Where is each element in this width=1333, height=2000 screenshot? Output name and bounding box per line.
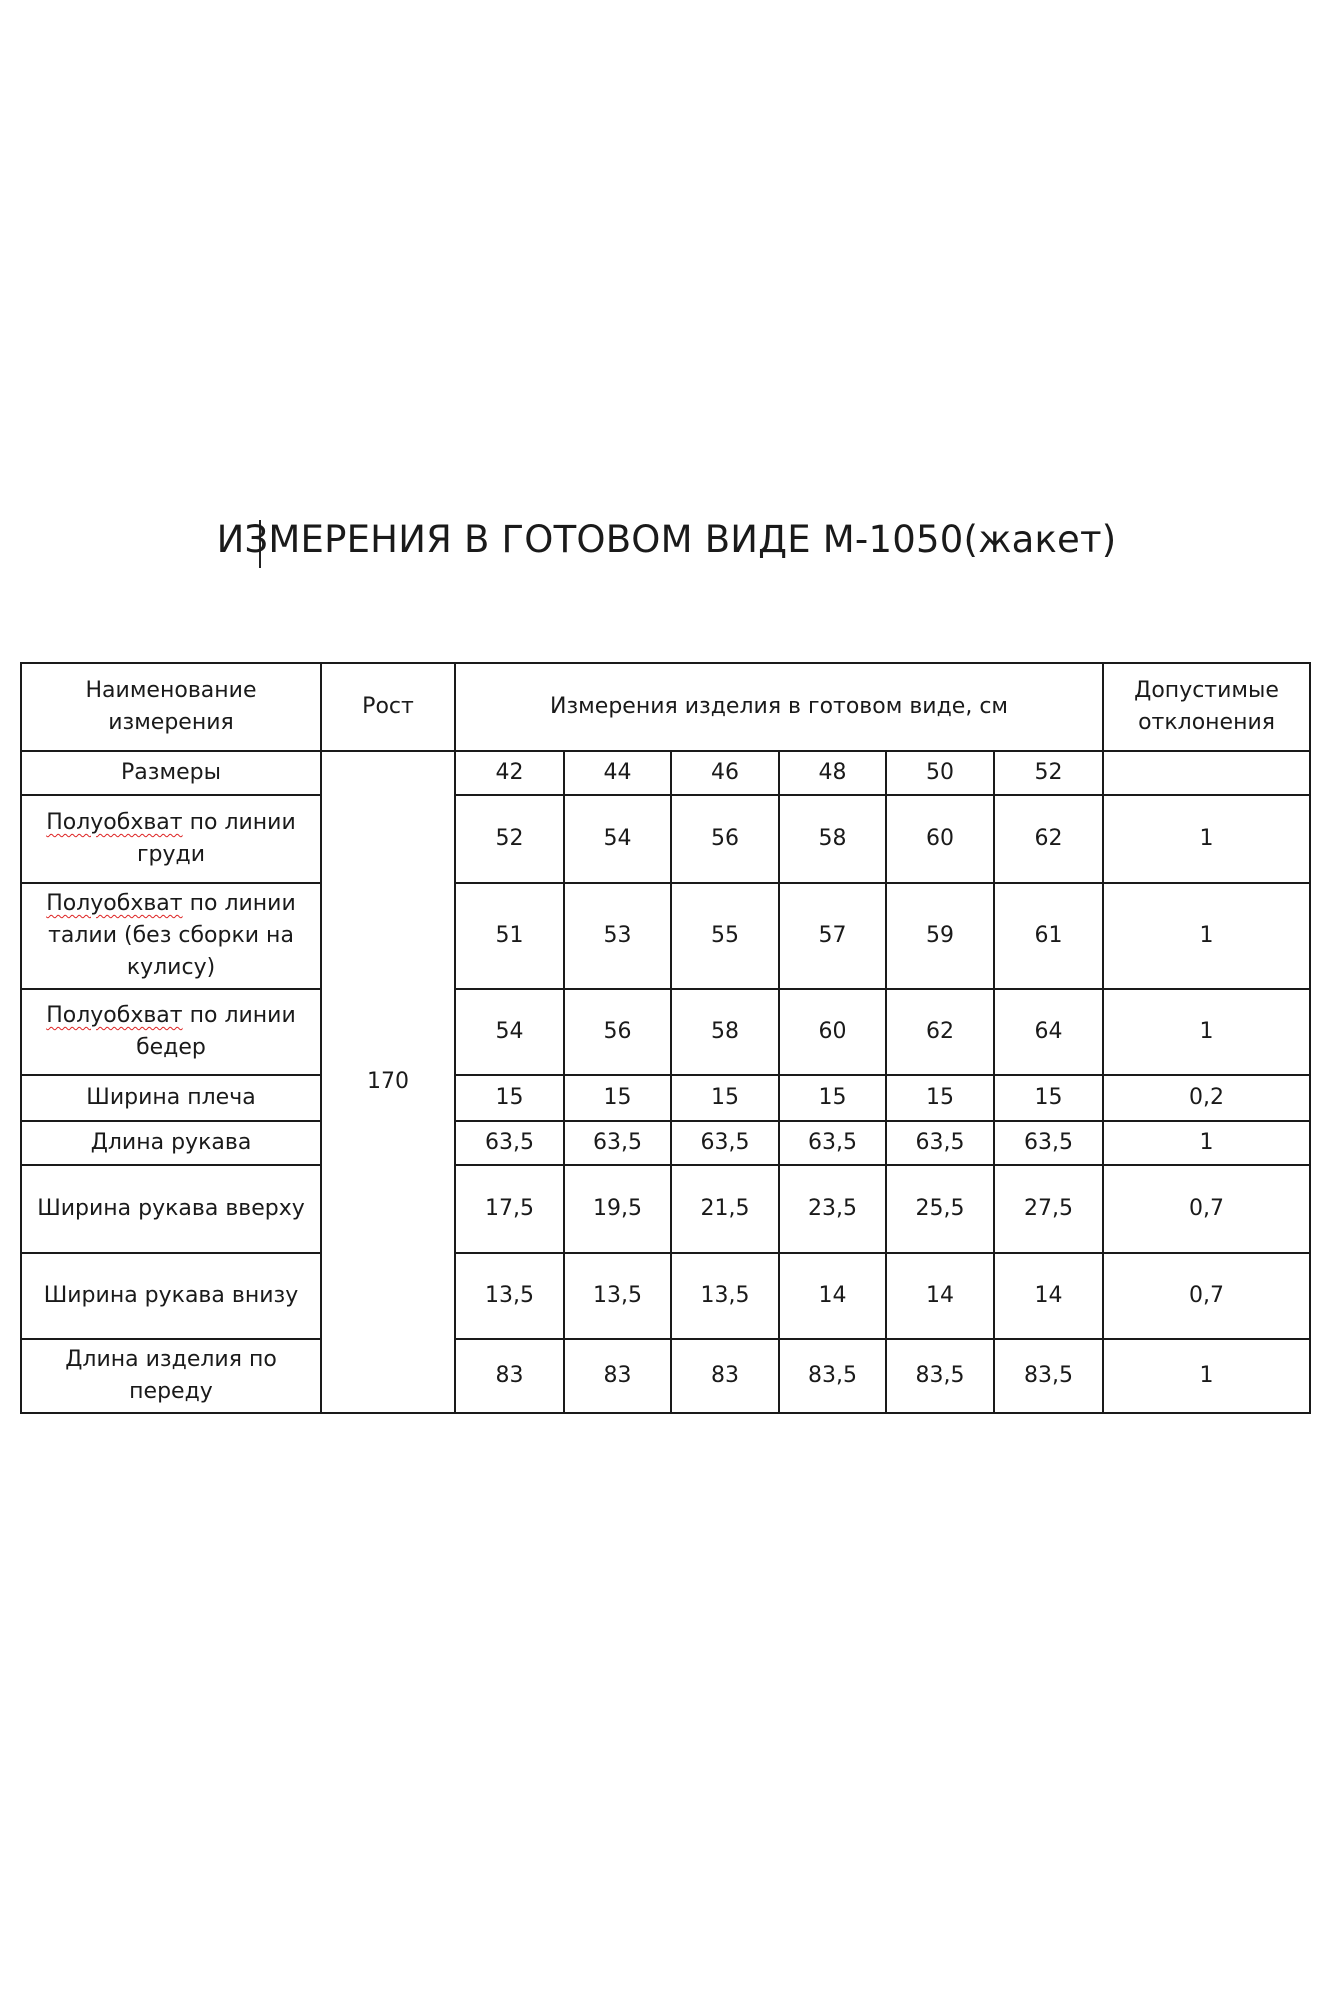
measurement-value-cell: 56 bbox=[671, 795, 779, 883]
measurement-row bbox=[21, 1253, 1310, 1339]
measurement-value-cell: 14 bbox=[886, 1253, 994, 1339]
sizes-tolerance-empty-cell bbox=[1103, 751, 1310, 795]
header-name-cell bbox=[21, 663, 321, 751]
measurement-name-cell bbox=[21, 1339, 321, 1413]
measurement-name-cell bbox=[21, 883, 321, 989]
page-title: ИЗМЕРЕНИЯ В ГОТОВОМ ВИДЕ М-1050(жакет) bbox=[216, 518, 1117, 561]
measurement-value-cell: 13,5 bbox=[564, 1253, 671, 1339]
measurement-name-spellcheck-word: Полуобхват bbox=[46, 891, 183, 916]
measurement-value-cell: 63,5 bbox=[994, 1121, 1103, 1165]
header-measurements-cell: Измерения изделия в готовом виде, см bbox=[455, 663, 1103, 751]
height-value-cell: 170 bbox=[321, 751, 455, 1413]
size-cell: 52 bbox=[994, 751, 1103, 795]
tolerance-value-cell: 1 bbox=[1103, 1339, 1310, 1413]
measurement-name-spellcheck-word: Полуобхват bbox=[46, 810, 183, 835]
measurement-value-cell: 15 bbox=[994, 1075, 1103, 1121]
measurement-value-cell: 19,5 bbox=[564, 1165, 671, 1253]
measurement-value-cell: 53 bbox=[564, 883, 671, 989]
measurement-row bbox=[21, 1339, 1310, 1413]
measurement-name-spellcheck-word: Полуобхват bbox=[46, 1003, 183, 1028]
measurement-name-text: по линии груди bbox=[136, 810, 296, 867]
measurement-value-cell: 15 bbox=[671, 1075, 779, 1121]
measurement-name-cell bbox=[21, 1165, 321, 1253]
measurement-value-cell: 17,5 bbox=[455, 1165, 564, 1253]
measurement-name-cell bbox=[21, 989, 321, 1075]
measurement-row bbox=[21, 1165, 1310, 1253]
tolerance-value-cell: 0,2 bbox=[1103, 1075, 1310, 1121]
tolerance-value-cell: 0,7 bbox=[1103, 1253, 1310, 1339]
sizes-row bbox=[21, 751, 1310, 795]
measurement-value-cell: 61 bbox=[994, 883, 1103, 989]
measurement-value-cell: 13,5 bbox=[455, 1253, 564, 1339]
measurement-name-cell bbox=[21, 1075, 321, 1121]
measurement-value-cell: 21,5 bbox=[671, 1165, 779, 1253]
tolerance-value-cell: 0,7 bbox=[1103, 1165, 1310, 1253]
measurement-value-cell: 13,5 bbox=[671, 1253, 779, 1339]
measurement-value-cell: 64 bbox=[994, 989, 1103, 1075]
header-height-cell: Рост bbox=[321, 663, 455, 751]
measurement-value-cell: 83,5 bbox=[994, 1339, 1103, 1413]
measurement-value-cell: 15 bbox=[564, 1075, 671, 1121]
measurement-row bbox=[21, 1075, 1310, 1121]
measurement-name-text: по линии бедер bbox=[136, 1003, 296, 1060]
measurement-row bbox=[21, 883, 1310, 989]
measurement-value-cell: 63,5 bbox=[671, 1121, 779, 1165]
measurement-row bbox=[21, 795, 1310, 883]
tolerance-value-cell: 1 bbox=[1103, 1121, 1310, 1165]
measurement-value-cell: 62 bbox=[886, 989, 994, 1075]
measurement-name-text: по линии талии (без сборки на кулису) bbox=[48, 891, 296, 980]
measurement-name-text: Длина изделия по переду bbox=[65, 1347, 277, 1404]
measurement-value-cell: 25,5 bbox=[886, 1165, 994, 1253]
measurement-value-cell: 54 bbox=[564, 795, 671, 883]
measurement-name-cell bbox=[21, 795, 321, 883]
measurement-value-cell: 57 bbox=[779, 883, 886, 989]
size-cell: 48 bbox=[779, 751, 886, 795]
measurement-value-cell: 62 bbox=[994, 795, 1103, 883]
tolerance-value-cell: 1 bbox=[1103, 989, 1310, 1075]
measurement-value-cell: 58 bbox=[779, 795, 886, 883]
measurement-name-text: Ширина плеча bbox=[86, 1085, 256, 1110]
measurement-row bbox=[21, 1121, 1310, 1165]
tolerance-value-cell: 1 bbox=[1103, 795, 1310, 883]
measurement-value-cell: 51 bbox=[455, 883, 564, 989]
measurement-value-cell: 83 bbox=[455, 1339, 564, 1413]
tolerance-value-cell: 1 bbox=[1103, 883, 1310, 989]
measurement-value-cell: 15 bbox=[779, 1075, 886, 1121]
measurement-value-cell: 15 bbox=[886, 1075, 994, 1121]
measurement-value-cell: 14 bbox=[779, 1253, 886, 1339]
measurement-name-cell bbox=[21, 1121, 321, 1165]
measurement-value-cell: 63,5 bbox=[886, 1121, 994, 1165]
size-cell: 42 bbox=[455, 751, 564, 795]
measurement-value-cell: 60 bbox=[886, 795, 994, 883]
measurement-value-cell: 27,5 bbox=[994, 1165, 1103, 1253]
header-row bbox=[21, 663, 1310, 751]
header-tolerance-line2: отклонения bbox=[1138, 710, 1275, 735]
measurement-name-cell bbox=[21, 1253, 321, 1339]
header-name-line1: Наименование bbox=[85, 678, 257, 703]
measurement-value-cell: 83,5 bbox=[886, 1339, 994, 1413]
measurement-value-cell: 56 bbox=[564, 989, 671, 1075]
header-tolerance-cell bbox=[1103, 663, 1310, 751]
measurement-value-cell: 83 bbox=[671, 1339, 779, 1413]
size-cell: 44 bbox=[564, 751, 671, 795]
measurement-value-cell: 14 bbox=[994, 1253, 1103, 1339]
measurement-row bbox=[21, 989, 1310, 1075]
header-tolerance-line1: Допустимые bbox=[1134, 678, 1279, 703]
sizes-label-cell: Размеры bbox=[21, 751, 321, 795]
measurement-value-cell: 60 bbox=[779, 989, 886, 1075]
measurement-name-text: Длина рукава bbox=[90, 1130, 252, 1155]
measurement-value-cell: 83 bbox=[564, 1339, 671, 1413]
measurement-value-cell: 55 bbox=[671, 883, 779, 989]
measurements-table bbox=[20, 662, 1311, 1414]
measurement-value-cell: 63,5 bbox=[455, 1121, 564, 1165]
measurement-name-text: Ширина рукава вверху bbox=[37, 1196, 305, 1221]
size-cell: 50 bbox=[886, 751, 994, 795]
measurement-value-cell: 83,5 bbox=[779, 1339, 886, 1413]
measurement-value-cell: 63,5 bbox=[779, 1121, 886, 1165]
header-name-line2: измерения bbox=[108, 710, 234, 735]
measurement-value-cell: 59 bbox=[886, 883, 994, 989]
measurement-value-cell: 52 bbox=[455, 795, 564, 883]
measurement-value-cell: 54 bbox=[455, 989, 564, 1075]
measurement-value-cell: 63,5 bbox=[564, 1121, 671, 1165]
measurement-name-text: Ширина рукава внизу bbox=[43, 1283, 299, 1308]
measurement-value-cell: 15 bbox=[455, 1075, 564, 1121]
measurement-value-cell: 58 bbox=[671, 989, 779, 1075]
measurement-value-cell: 23,5 bbox=[779, 1165, 886, 1253]
size-cell: 46 bbox=[671, 751, 779, 795]
